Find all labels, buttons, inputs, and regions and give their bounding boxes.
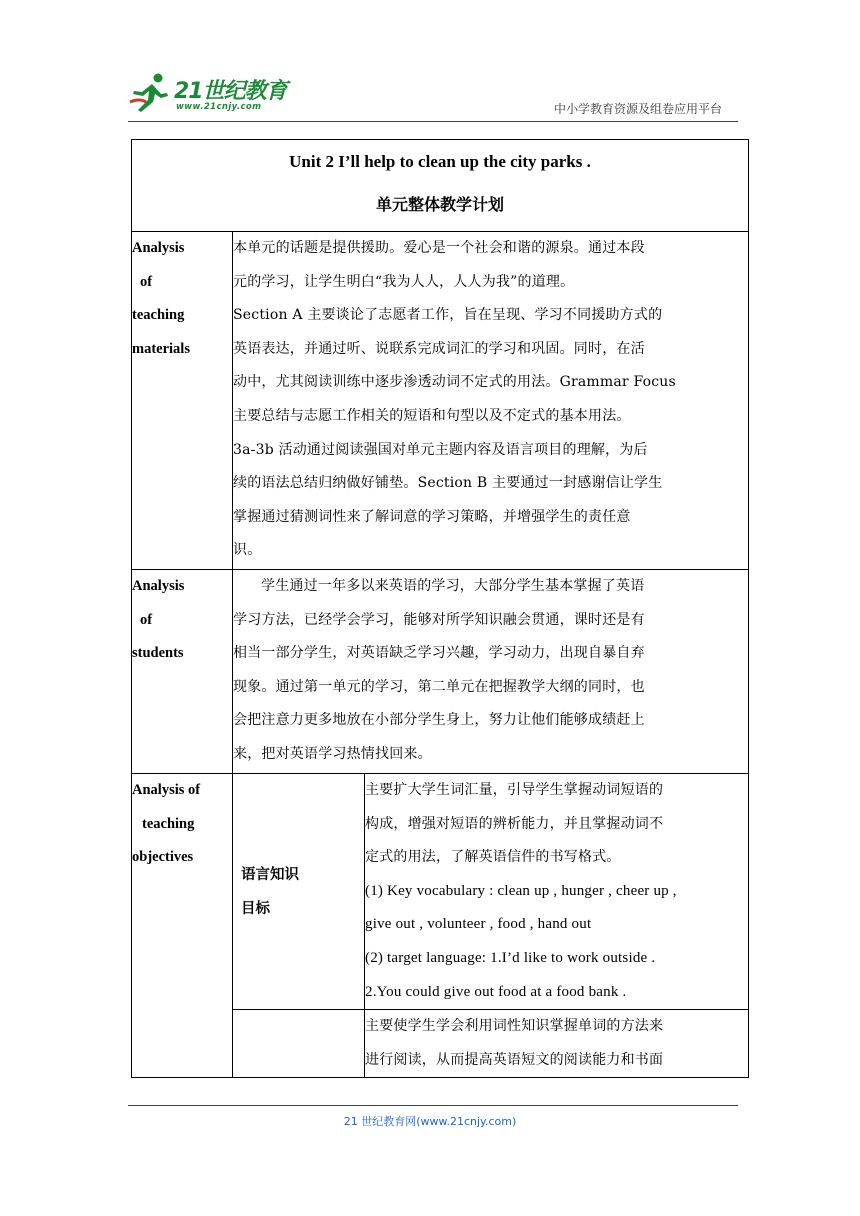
runner-logo-icon [128,72,174,114]
students-line: 相当一部分学生，对英语缺乏学习兴趣，学习动力，出现自暴自弃 [233,645,645,662]
plan-title: 单元整体教学计划 [376,195,505,214]
objective-line: 2.You could give out food at a food bank . [365,983,627,1000]
logo [128,70,288,118]
students-content [233,570,749,774]
objective-line: 主要扩大学生词汇量，引导学生掌握动词短语的 [365,782,664,798]
objectives-label-line: teaching [142,815,195,832]
objective-line: (1) Key vocabulary : clean up , hunger , cheer up , [365,882,677,899]
materials-line: 掌握通过猜测词性来了解词意的学习策略，并增强学生的责任意 [233,508,631,525]
teaching-plan-table [131,139,749,1078]
objective-line: give out , volunteer , food , hand out [365,916,592,933]
materials-line: 本单元的话题是提供援助。爱心是一个社会和谐的源泉。通过本段 [233,240,645,256]
materials-line: 主要总结与志愿工作相关的短语和句型以及不定式的基本用法。 [233,407,631,424]
objectives-label-line: objectives [132,849,194,866]
materials-line: 英语表达，并通过听、说联系完成词汇的学习和巩固。同时，在活 [233,340,645,357]
materials-label-line: of [140,273,153,290]
students-line: 来，把对英语学习热情找回来。 [233,745,432,762]
students-line: 现象。通过第一单元的学习，第二单元在把握教学大纲的同时，也 [233,678,645,695]
students-line: 学生通过一年多以来英语的学习，大部分学生基本掌握了英语 [261,578,645,594]
objectives-label-cell [132,774,233,1078]
page-header [0,0,860,125]
materials-line: 续的语法总结归纳做好铺垫。Section B 主要通过一封感谢信让学生 [233,475,663,492]
language-knowledge-content [365,774,749,1010]
sub-label-line: 语言知识 [241,865,299,883]
objective-line: 主要使学生学会利用词性知识掌握单词的方法来 [365,1018,664,1035]
materials-line: 动中，尤其阅读训练中逐步渗透动词不定式的用法。Grammar Focus [233,374,676,391]
title-cell [132,140,749,232]
skills-label-cell [233,1010,365,1078]
language-knowledge-label-cell [233,774,365,1010]
materials-line: 3a-3b 活动通过阅读强国对单元主题内容及语言项目的理解，为后 [233,441,648,458]
students-line: 会把注意力更多地放在小部分学生身上，努力让他们能够成绩赶上 [233,712,645,729]
materials-label-line: materials [132,340,190,357]
logo-url: www.21cnjy.com [176,102,262,112]
objective-line: (2) target language: 1.I’d like to work outside . [365,949,656,966]
platform-caption: 中小学教育资源及组卷应用平台 [553,102,722,116]
materials-label-line: Analysis [132,240,185,256]
students-line: 学习方法，已经学会学习，能够对所学知识融会贯通，课时还是有 [233,611,645,628]
students-label-line: students [132,645,184,662]
footer-link[interactable]: 21 世纪教育网(www.21cnjy.com) [343,1115,517,1128]
objective-line: 定式的用法，了解英语信件的书写格式。 [365,849,621,866]
header-divider [128,121,738,122]
students-label-line: of [140,611,153,628]
logo-text: 21世纪教育 [174,79,287,104]
students-label-line: Analysis [132,578,185,594]
sub-label-line: 目标 [241,899,270,917]
objective-line: 构成，增强对短语的辨析能力，并且掌握动词不 [365,815,664,832]
objective-line: 进行阅读，从而提高英语短文的阅读能力和书面 [365,1051,664,1068]
materials-line: Section A 主要谈论了志愿者工作，旨在呈现、学习不同援助方式的 [233,307,663,324]
footer-divider [128,1105,738,1106]
materials-line: 元的学习，让学生明白“我为人人，人人为我”的道理。 [233,273,575,290]
materials-content [233,232,749,570]
materials-label-cell [132,232,233,570]
materials-label-line: teaching [132,307,185,324]
skills-content [365,1010,749,1078]
objectives-label-line: Analysis of [132,782,201,798]
students-label-cell [132,570,233,774]
materials-line: 识。 [233,542,262,559]
unit-title: Unit 2 I’ll help to clean up the city parks . [289,152,591,171]
